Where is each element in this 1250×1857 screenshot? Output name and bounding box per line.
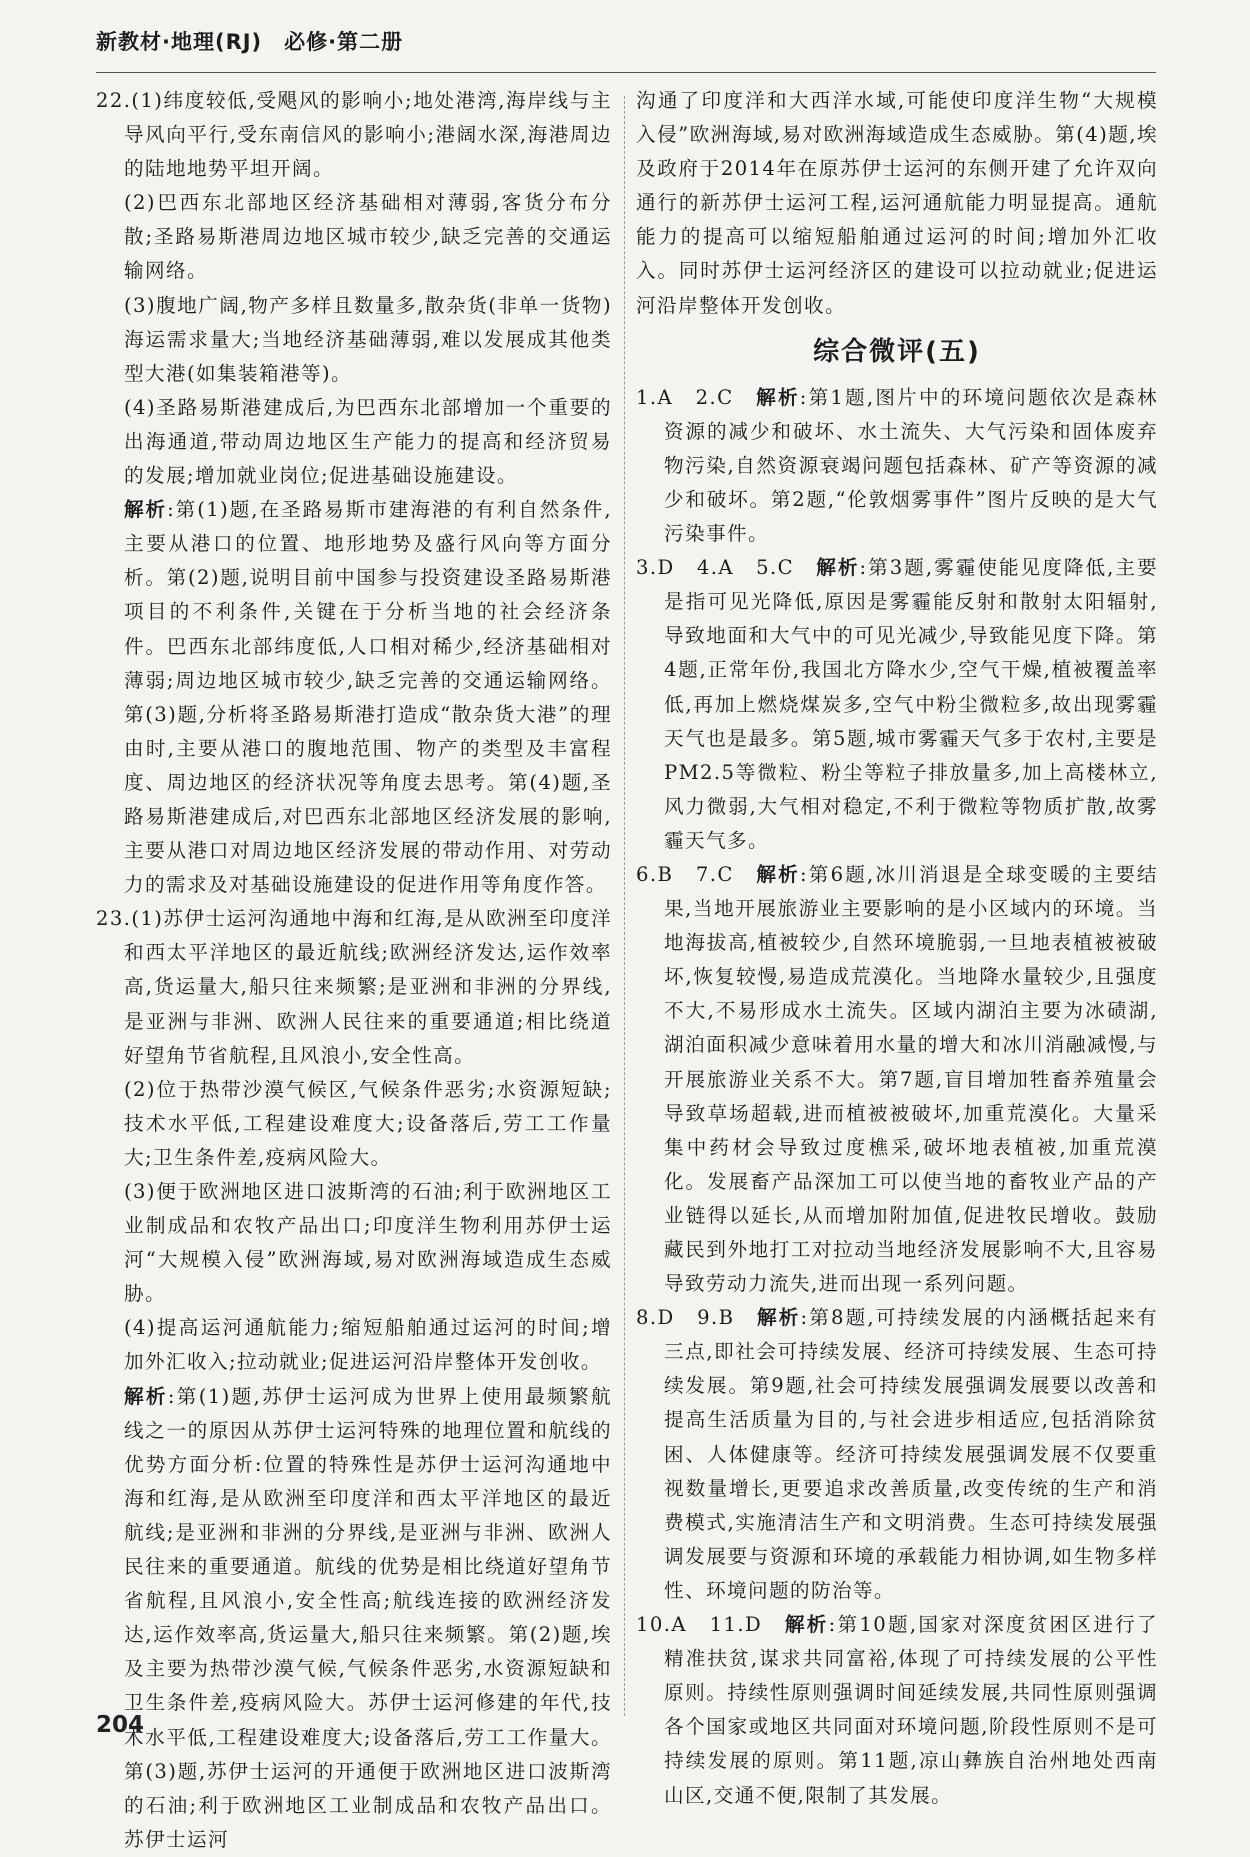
analysis-label: 解析 bbox=[816, 556, 860, 580]
answer-analysis: :第1题,图片中的环境问题依次是森林资源的减少和破坏、水土流失、大气污染和固体废弃物污染,自然资源衰竭问题包括森林、矿产等资源的减少和破坏。第2题,“伦敦烟雾事件”图片反映的是大气污染事件。 bbox=[664, 385, 1158, 546]
left-column bbox=[96, 84, 612, 1857]
q23-analysis bbox=[96, 1380, 612, 1857]
q22-analysis-text: :第(1)题,在圣路易斯市建海港的有利自然条件,主要从港口的位置、地形地势及盛行风向等方面分析。第(2)题,说明目前中国参与投资建设圣路易斯港项目的不利条件,关键在于分析当地的社会经济条件。巴西东北部纬度低,人口相对稀少,经济基础相对薄弱;周边地区城市较少,缺乏完善的交通运输网络。第(3)题,分析将圣路易斯港打造成“散杂货大港”的理由时,主要从港口的腹地范围、物产的类型及丰富程度、周边地区的经济状况等角度去思考。第(4)题,圣路易斯港建成后,对巴西东北部地区经济发展的影响,主要从港口对周边地区经济发展的带动作用、对劳动力的需求及对基础设施建设的促进作用等角度作答。 bbox=[124, 498, 612, 897]
answer-analysis: :第10题,国家对深度贫困区进行了精准扶贫,谋求共同富裕,体现了可持续发展的公平性原则。持续性原则强调时间延续发展,共同性原则强调各个国家或地区共同面对环境问题,阶段性原则不是可持续发展的原则。第11题,凉山彝族自治州地处西南山区,交通不便,限制了其发展。 bbox=[664, 1613, 1159, 1807]
answer-block-2 bbox=[636, 551, 1158, 858]
q23-analysis-continued: 沟通了印度洋和大西洋水域,可能使印度洋生物“大规模入侵”欧洲海域,易对欧洲海域造成生态威胁。第(4)题,埃及政府于2014年在原苏伊士运河的东侧开建了允许双向通行的新苏伊士运河工程,运河通航能力明显提高。通航能力的提高可以缩短船舶通过运河的时间;增加外汇收入。同时苏伊士运河经济区的建设可以拉动就业;促进运河沿岸整体开发创收。 bbox=[636, 89, 1158, 317]
answer-keys: 3.D 4.A 5.C bbox=[636, 556, 817, 580]
page-number: 204 bbox=[96, 1712, 145, 1738]
answer-block-4 bbox=[636, 1301, 1158, 1608]
section-title: 综合微评(五) bbox=[813, 336, 981, 367]
answer-keys: 6.B 7.C bbox=[636, 862, 757, 886]
answer-block-3 bbox=[636, 858, 1158, 1301]
right-column bbox=[636, 84, 1158, 1813]
q22-part1: 22.(1)纬度较低,受飓风的影响小;地处港湾,海岸线与主导风向平行,受东南信风的影响小;港阔水深,海港周边的陆地地势平坦开阔。 bbox=[96, 89, 612, 181]
q22-part4: (4)圣路易斯港建成后,为巴西东北部增加一个重要的出海通道,带动周边地区生产能力的提高和经济贸易的发展;增加就业岗位;促进基础设施建设。 bbox=[124, 395, 612, 488]
answer-analysis: :第3题,雾霾使能见度降低,主要是指可见光降低,原因是雾霾能反射和散射太阳辐射,导致地面和大气中的可见光减少,导致能见度下降。第4题,正常年份,我国北方降水少,空气干燥,植被覆盖率低,再加上燃烧煤炭多,空气中粉尘微粒多,故出现雾霾天气也是最多。第5题,城市雾霾天气多于农村,主要是PM2.5等微粒、粉尘等粒子排放量多,加上高楼林立,风力微弱,大气相对稳定,不利于微粒等物质扩散,故雾霾天气多。 bbox=[664, 556, 1159, 852]
column-divider bbox=[624, 96, 625, 1716]
answer-keys: 8.D 9.B bbox=[636, 1306, 757, 1330]
analysis-label: 解析 bbox=[124, 1384, 168, 1408]
q23-part3: (3)便于欧洲地区进口波斯湾的石油;利于欧洲地区工业制成品和农牧产品出口;印度洋生物利用苏伊士运河“大规模入侵”欧洲海域,易对欧洲海域造成生态威胁。 bbox=[124, 1180, 612, 1306]
q23-analysis-text: :第(1)题,苏伊士运河成为世界上使用最频繁航线之一的原因从苏伊士运河特殊的地理位置和航线的优势方面分析:位置的特殊性是苏伊士运河沟通地中海和红海,是从欧洲至印度洋和西太平洋地区的最近航线;是亚洲和非洲的分界线,是亚洲与非洲、欧洲人民往来的重要通道。航线的优势是相比绕道好望角节省航程,且风浪小,安全性高;航线连接的欧洲经济发达,运作效率高,货运量大,船只往来频繁。第(2)题,埃及主要为热带沙漠气候,气候条件恶劣,水资源短缺和卫生条件差,疫病风险大。苏伊士运河修建的年代,技术水平低,工程建设难度大;设备落后,劳工工作量大。第(3)题,苏伊士运河的开通便于欧洲地区进口波斯湾的石油;利于欧洲地区工业制成品和农牧产品出口。苏伊士运河 bbox=[124, 1384, 612, 1851]
q23-part2: (2)位于热带沙漠气候区,气候条件恶劣;水资源短缺;技术水平低,工程建设难度大;设备落后,劳工工作量大;卫生条件差,疫病风险大。 bbox=[124, 1077, 612, 1169]
analysis-label: 解析 bbox=[756, 1306, 801, 1330]
analysis-label: 解析 bbox=[124, 498, 168, 522]
analysis-label: 解析 bbox=[756, 385, 800, 409]
q23-part4: (4)提高运河通航能力;缩短船舶通过运河的时间;增加外汇收入;拉动就业;促进运河沿岸整体开发创收。 bbox=[124, 1316, 612, 1374]
running-header: 新教材·地理(RJ) 必修·第二册 bbox=[96, 30, 404, 54]
answer-keys: 10.A 11.D bbox=[636, 1613, 785, 1637]
answer-analysis: :第6题,冰川消退是全球变暖的主要结果,当地开展旅游业主要影响的是小区域内的环境。当地海拔高,植被较少,自然环境脆弱,一旦地表植被被破坏,恢复较慢,易造成荒漠化。当地降水量较少,且强度不大,不易形成水土流失。区域内湖泊主要为冰碛湖,湖泊面积减少意味着用水量的增大和冰川消融减慢,与开展旅游业关系不大。第7题,盲目增加牲畜养殖量会导致草场超载,进而植被被破坏,加重荒漠化。大量采集中药材会导致过度樵采,破坏地表植被,加重荒漠化。发展畜产品深加工可以使当地的畜牧业产品的产业链得以延长,从而增加附加值,促进牧民增收。鼓励藏民到外地打工对拉动当地经济发展影响不大,且容易导致劳动力流失,进而出现一系列问题。 bbox=[664, 862, 1158, 1296]
answer-analysis: :第8题,可持续发展的内涵概括起来有三点,即社会可持续发展、经济可持续发展、生态可持续发展。第9题,社会可持续发展强调发展要以改善和提高生活质量为目的,与社会进步相适应,包括消除贫困、人体健康等。经济可持续发展强调发展不仅要重视数量增长,更要追求改善质量,改变传统的生产和消费模式,实施清洁生产和文明消费。生态可持续发展强调发展要与资源和环境的承载能力相协调,如生物多样性、环境问题的防治等。 bbox=[664, 1306, 1158, 1602]
q22-analysis bbox=[96, 493, 612, 902]
q22-part2: (2)巴西东北部地区经济基础相对薄弱,客货分布分散;圣路易斯港周边地区城市较少,缺乏完善的交通运输网络。 bbox=[124, 191, 612, 283]
q23-part1: 23.(1)苏伊士运河沟通地中海和红海,是从欧洲至印度洋和西太平洋地区的最近航线;欧洲经济发达,运作效率高,货运量大,船只往来频繁;是亚洲和非洲的分界线,是亚洲与非洲、欧洲人民往来的重要通道;相比绕道好望角节省航程,且风浪小,安全性高。 bbox=[96, 907, 612, 1067]
q22-part3: (3)腹地广阔,物产多样且数量多,散杂货(非单一货物)海运需求量大;当地经济基础薄弱,难以发展成其他类型大港(如集装箱港等)。 bbox=[124, 293, 612, 385]
answer-keys: 1.A 2.C bbox=[636, 385, 757, 409]
answer-block-5 bbox=[636, 1608, 1158, 1813]
header-rule bbox=[96, 72, 1156, 73]
analysis-label: 解析 bbox=[756, 862, 800, 886]
analysis-label: 解析 bbox=[784, 1613, 829, 1637]
answer-block-1 bbox=[636, 381, 1158, 551]
